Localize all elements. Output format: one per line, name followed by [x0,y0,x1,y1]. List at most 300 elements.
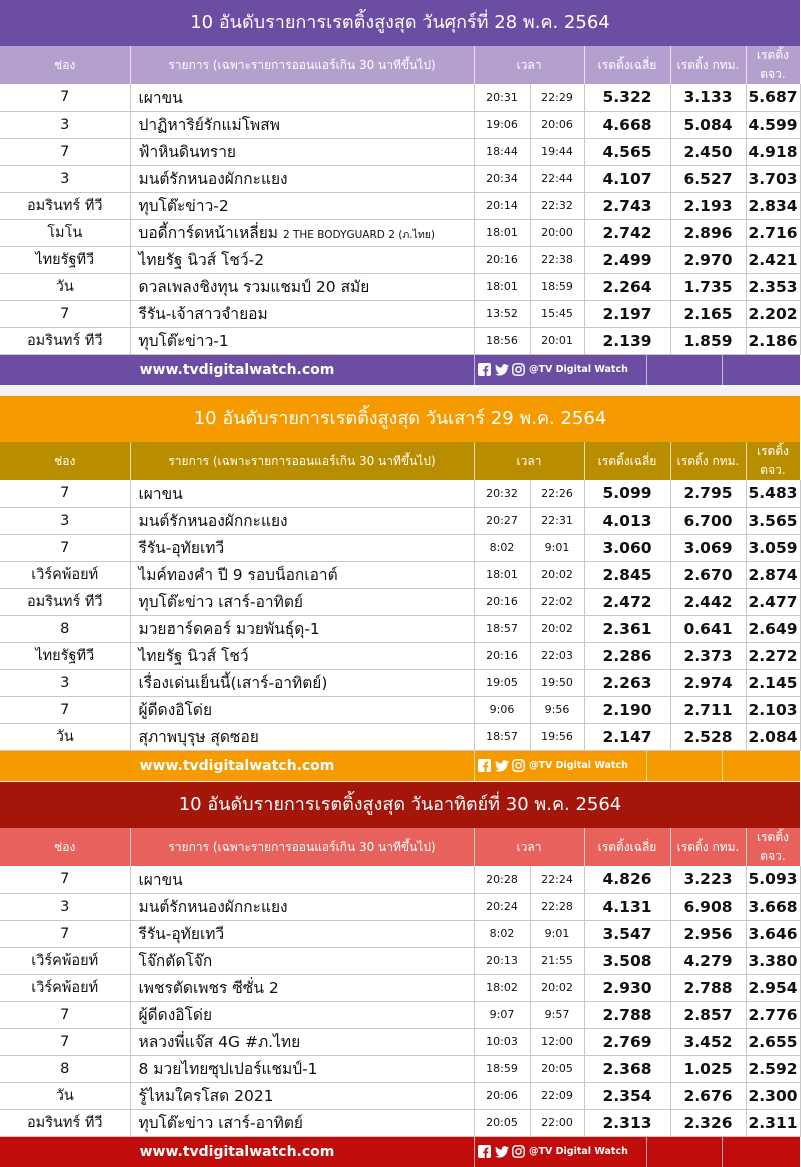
channel-cell: อมรินทร์ ทีวี [0,588,130,615]
bkk-rating-cell: 2.974 [670,669,746,696]
program-name: เรื่องเด่นเย็นนี้(เสาร์-อาทิตย์) [138,674,328,692]
program-name: เผาขน [138,870,183,889]
bkk-rating-cell: 2.442 [670,588,746,615]
start-time-cell: 10:03 [474,1028,530,1055]
table-row [0,920,800,947]
header-avg: เรตติ้งเฉลี่ย [584,46,670,84]
start-time-cell: 19:06 [474,111,530,138]
program-cell [130,507,474,534]
avg-rating-cell: 2.354 [584,1082,670,1109]
program-name: บอดี้การ์ดหน้าเหลี่ยม [138,224,279,242]
upc-rating-cell: 4.599 [746,111,800,138]
program-name: มนต์รักหนองผักกะแยง [138,898,288,916]
start-time-cell: 9:06 [474,696,530,723]
channel-cell: 7 [0,866,130,893]
header-program-note: (เฉพาะรายการออนแอร์เกิน 30 นาทีขึ้นไป) [212,839,436,854]
start-time-cell: 20:14 [474,192,530,219]
block-title: 10 อันดับรายการเรตติ้งสูงสุด วันเสาร์ 29 พ.ค. 2564 [0,396,800,442]
table-row [0,84,800,111]
start-time-cell: 20:16 [474,642,530,669]
avg-rating-cell: 2.788 [584,1001,670,1028]
start-time-cell: 18:56 [474,327,530,354]
program-name: รู้ไหมใครโสด 2021 [138,1087,274,1105]
end-time-cell: 22:00 [530,1109,584,1136]
program-name: เผาขน [138,484,183,503]
program-cell [130,866,474,893]
upc-rating-cell: 2.421 [746,246,800,273]
program-name: ไทยรัฐ นิวส์ โชว์-2 [138,251,265,269]
header-program-note: (เฉพาะรายการออนแอร์เกิน 30 นาทีขึ้นไป) [212,453,436,468]
block-footer [0,1137,800,1167]
program-cell [130,111,474,138]
table-row [0,1109,800,1136]
upc-rating-cell: 2.834 [746,192,800,219]
avg-rating-cell: 2.147 [584,723,670,750]
end-time-cell: 9:56 [530,696,584,723]
channel-cell: วัน [0,273,130,300]
avg-rating-cell: 2.197 [584,300,670,327]
upc-rating-cell: 3.380 [746,947,800,974]
header-time: เวลา [474,442,584,480]
bkk-rating-cell: 2.326 [670,1109,746,1136]
upc-rating-cell: 2.649 [746,615,800,642]
program-name: ไทยรัฐ นิวส์ โชว์ [138,647,249,665]
start-time-cell: 20:06 [474,1082,530,1109]
upc-rating-cell: 5.687 [746,84,800,111]
table-row [0,1028,800,1055]
avg-rating-cell: 2.845 [584,561,670,588]
bkk-rating-cell: 2.788 [670,974,746,1001]
program-cell [130,246,474,273]
social-links [478,1137,628,1167]
program-name: หลวงพี่แจ๊ส 4G #ภ.ไทย [138,1033,301,1051]
table-row [0,893,800,920]
website-link[interactable]: www.tvdigitalwatch.com [139,1143,335,1160]
avg-rating-cell: 2.499 [584,246,670,273]
channel-cell: 3 [0,111,130,138]
avg-rating-cell: 2.139 [584,327,670,354]
table-row [0,219,800,246]
start-time-cell: 13:52 [474,300,530,327]
header-upc: เรตติ้ง ตจว. [746,828,800,866]
end-time-cell: 20:02 [530,561,584,588]
program-cell [130,1082,474,1109]
bkk-rating-cell: 2.711 [670,696,746,723]
header-program-label: รายการ [168,839,210,854]
start-time-cell: 18:57 [474,723,530,750]
end-time-cell: 22:26 [530,480,584,507]
program-cell [130,642,474,669]
header-program-label: รายการ [168,57,210,72]
bkk-rating-cell: 2.193 [670,192,746,219]
bkk-rating-cell: 6.700 [670,507,746,534]
upc-rating-cell: 5.483 [746,480,800,507]
bkk-rating-cell: 4.279 [670,947,746,974]
website-link[interactable]: www.tvdigitalwatch.com [139,757,335,774]
table-row [0,1001,800,1028]
channel-cell: 7 [0,920,130,947]
program-name: ทุบโต๊ะข่าว เสาร์-อาทิตย์ [138,1114,303,1132]
block-footer [0,751,800,781]
header-program [130,442,474,480]
program-cell [130,138,474,165]
table-row [0,165,800,192]
channel-cell: 7 [0,696,130,723]
channel-cell: ไทยรัฐทีวี [0,246,130,273]
upc-rating-cell: 2.655 [746,1028,800,1055]
channel-cell: 3 [0,507,130,534]
channel-cell: 8 [0,1055,130,1082]
program-name: เพชรตัดเพชร ซีซั่น 2 [138,979,279,997]
program-name: เผาขน [138,88,183,107]
header-program-label: รายการ [168,453,210,468]
bkk-rating-cell: 2.970 [670,246,746,273]
program-cell [130,1109,474,1136]
channel-cell: เวิร์คพ้อยท์ [0,974,130,1001]
avg-rating-cell: 4.826 [584,866,670,893]
avg-rating-cell: 3.060 [584,534,670,561]
start-time-cell: 20:13 [474,947,530,974]
table-row [0,696,800,723]
end-time-cell: 22:29 [530,84,584,111]
upc-rating-cell: 2.145 [746,669,800,696]
header-program-note: (เฉพาะรายการออนแอร์เกิน 30 นาทีขึ้นไป) [212,57,436,72]
table-row [0,588,800,615]
end-time-cell: 22:44 [530,165,584,192]
bkk-rating-cell: 1.025 [670,1055,746,1082]
program-cell [130,1055,474,1082]
footer-divider [646,751,647,781]
end-time-cell: 15:45 [530,300,584,327]
program-name: รีรัน-อุทัยเทวี [138,539,225,557]
table-row [0,1055,800,1082]
start-time-cell: 18:01 [474,561,530,588]
footer-divider [722,751,723,781]
header-row [0,442,800,480]
end-time-cell: 22:02 [530,588,584,615]
channel-cell: 7 [0,1028,130,1055]
channel-cell: อมรินทร์ ทีวี [0,327,130,354]
upc-rating-cell: 4.918 [746,138,800,165]
bkk-rating-cell: 6.527 [670,165,746,192]
twitter-icon[interactable] [495,1145,508,1158]
avg-rating-cell: 2.361 [584,615,670,642]
program-name: มวยฮาร์ดคอร์ มวยพันธุ์ดุ-1 [138,620,320,638]
program-cell [130,696,474,723]
block-footer [0,355,800,385]
block-title: 10 อันดับรายการเรตติ้งสูงสุด วันศุกร์ที่ 28 พ.ค. 2564 [0,0,800,46]
upc-rating-cell: 2.300 [746,1082,800,1109]
channel-cell: อมรินทร์ ทีวี [0,192,130,219]
instagram-icon[interactable] [512,1145,525,1158]
bkk-rating-cell: 2.956 [670,920,746,947]
program-cell [130,561,474,588]
channel-cell: อมรินทร์ ทีวี [0,1109,130,1136]
channel-cell: โมโน [0,219,130,246]
header-time: เวลา [474,828,584,866]
avg-rating-cell: 2.263 [584,669,670,696]
avg-rating-cell: 4.565 [584,138,670,165]
header-channel: ช่อง [0,46,130,84]
avg-rating-cell: 2.769 [584,1028,670,1055]
social-links [478,751,628,781]
program-cell [130,192,474,219]
table-row [0,866,800,893]
start-time-cell: 20:32 [474,480,530,507]
table-row [0,615,800,642]
footer-divider [722,355,723,385]
bkk-rating-cell: 3.133 [670,84,746,111]
program-cell [130,273,474,300]
program-name: ผู้ดีดงอิโด่ย [138,1006,213,1024]
twitter-icon[interactable] [495,363,508,376]
avg-rating-cell: 4.107 [584,165,670,192]
end-time-cell: 18:59 [530,273,584,300]
channel-cell: ไทยรัฐทีวี [0,642,130,669]
header-upc: เรตติ้ง ตจว. [746,442,800,480]
program-cell [130,615,474,642]
program-name: ไมค์ทองคำ ปี 9 รอบน็อกเอาต์ [138,566,338,584]
ranking-block-3 [0,782,800,1167]
start-time-cell: 18:59 [474,1055,530,1082]
footer-divider [474,355,475,385]
header-channel: ช่อง [0,442,130,480]
program-cell [130,947,474,974]
ratings-table [0,828,801,1137]
bkk-rating-cell: 3.223 [670,866,746,893]
social-links [478,355,628,385]
ranking-block-2 [0,396,800,781]
start-time-cell: 20:05 [474,1109,530,1136]
ratings-table [0,442,801,751]
channel-cell: 7 [0,84,130,111]
end-time-cell: 20:02 [530,974,584,1001]
start-time-cell: 8:02 [474,920,530,947]
program-cell [130,534,474,561]
end-time-cell: 21:55 [530,947,584,974]
facebook-icon[interactable] [478,363,491,376]
program-cell [130,219,474,246]
header-bkk: เรตติ้ง กทม. [670,442,746,480]
program-cell [130,893,474,920]
avg-rating-cell: 2.286 [584,642,670,669]
upc-rating-cell: 5.093 [746,866,800,893]
social-handle[interactable]: @TV Digital Watch [529,1145,628,1157]
bkk-rating-cell: 3.452 [670,1028,746,1055]
avg-rating-cell: 2.930 [584,974,670,1001]
bkk-rating-cell: 2.896 [670,219,746,246]
program-name: สุภาพบุรุษ สุดซอย [138,728,259,746]
program-cell [130,84,474,111]
end-time-cell: 12:00 [530,1028,584,1055]
avg-rating-cell: 2.368 [584,1055,670,1082]
avg-rating-cell: 4.668 [584,111,670,138]
avg-rating-cell: 2.743 [584,192,670,219]
end-time-cell: 22:09 [530,1082,584,1109]
program-name: รีรัน-อุทัยเทวี [138,925,225,943]
channel-cell: 7 [0,480,130,507]
program-cell [130,588,474,615]
header-bkk: เรตติ้ง กทม. [670,46,746,84]
end-time-cell: 22:38 [530,246,584,273]
end-time-cell: 20:05 [530,1055,584,1082]
start-time-cell: 18:02 [474,974,530,1001]
end-time-cell: 22:31 [530,507,584,534]
avg-rating-cell: 5.322 [584,84,670,111]
upc-rating-cell: 2.186 [746,327,800,354]
instagram-icon[interactable] [512,363,525,376]
start-time-cell: 9:07 [474,1001,530,1028]
program-name: ฟ้าหินดินทราย [138,143,236,161]
start-time-cell: 18:01 [474,219,530,246]
upc-rating-cell: 2.716 [746,219,800,246]
footer-divider [646,1137,647,1167]
upc-rating-cell: 3.059 [746,534,800,561]
start-time-cell: 20:28 [474,866,530,893]
header-avg: เรตติ้งเฉลี่ย [584,442,670,480]
start-time-cell: 20:31 [474,84,530,111]
twitter-icon[interactable] [495,759,508,772]
bkk-rating-cell: 3.069 [670,534,746,561]
facebook-icon[interactable] [478,759,491,772]
avg-rating-cell: 2.742 [584,219,670,246]
instagram-icon[interactable] [512,759,525,772]
avg-rating-cell: 2.472 [584,588,670,615]
header-time: เวลา [474,46,584,84]
table-row [0,273,800,300]
start-time-cell: 20:27 [474,507,530,534]
channel-cell: วัน [0,723,130,750]
table-row [0,192,800,219]
table-row [0,138,800,165]
channel-cell: 8 [0,615,130,642]
program-name: ผู้ดีดงอิโด่ย [138,701,213,719]
bkk-rating-cell: 1.735 [670,273,746,300]
channel-cell: วัน [0,1082,130,1109]
channel-cell: เวิร์คพ้อยท์ [0,947,130,974]
end-time-cell: 22:32 [530,192,584,219]
website-link[interactable]: www.tvdigitalwatch.com [139,361,335,378]
program-cell [130,974,474,1001]
upc-rating-cell: 3.646 [746,920,800,947]
program-name: ปาฏิหาริย์รักแม่โพสพ [138,116,280,134]
footer-divider [646,355,647,385]
header-row [0,828,800,866]
program-cell [130,723,474,750]
upc-rating-cell: 2.311 [746,1109,800,1136]
upc-rating-cell: 3.703 [746,165,800,192]
table-row [0,507,800,534]
bkk-rating-cell: 2.676 [670,1082,746,1109]
program-cell [130,1001,474,1028]
upc-rating-cell: 2.353 [746,273,800,300]
start-time-cell: 20:24 [474,893,530,920]
start-time-cell: 20:16 [474,246,530,273]
avg-rating-cell: 5.099 [584,480,670,507]
channel-cell: 7 [0,300,130,327]
end-time-cell: 19:56 [530,723,584,750]
end-time-cell: 22:24 [530,866,584,893]
ratings-table [0,46,801,355]
table-row [0,947,800,974]
program-cell [130,480,474,507]
footer-divider [474,1137,475,1167]
channel-cell: 3 [0,165,130,192]
footer-divider [474,751,475,781]
header-program [130,46,474,84]
avg-rating-cell: 4.013 [584,507,670,534]
facebook-icon[interactable] [478,1145,491,1158]
channel-cell: 3 [0,893,130,920]
header-program [130,828,474,866]
program-name: รีรัน-เจ้าสาวจำยอม [138,305,268,323]
avg-rating-cell: 2.264 [584,273,670,300]
end-time-cell: 20:02 [530,615,584,642]
channel-cell: 7 [0,1001,130,1028]
end-time-cell: 22:03 [530,642,584,669]
table-row [0,561,800,588]
channel-cell: 7 [0,138,130,165]
upc-rating-cell: 2.592 [746,1055,800,1082]
table-row [0,534,800,561]
header-bkk: เรตติ้ง กทม. [670,828,746,866]
social-handle[interactable]: @TV Digital Watch [529,759,628,771]
end-time-cell: 22:28 [530,893,584,920]
program-name: 8 มวยไทยซุปเปอร์แชมป์-1 [138,1060,318,1078]
table-row [0,642,800,669]
social-handle[interactable]: @TV Digital Watch [529,363,628,375]
table-row [0,723,800,750]
program-cell [130,669,474,696]
avg-rating-cell: 2.190 [584,696,670,723]
bkk-rating-cell: 2.670 [670,561,746,588]
program-cell [130,300,474,327]
end-time-cell: 20:00 [530,219,584,246]
upc-rating-cell: 2.776 [746,1001,800,1028]
upc-rating-cell: 3.565 [746,507,800,534]
upc-rating-cell: 2.477 [746,588,800,615]
end-time-cell: 9:57 [530,1001,584,1028]
table-row [0,974,800,1001]
program-name: ทุบโต๊ะข่าว-1 [138,332,229,350]
table-row [0,1082,800,1109]
channel-cell: เวิร์คพ้อยท์ [0,561,130,588]
avg-rating-cell: 3.508 [584,947,670,974]
program-cell [130,1028,474,1055]
bkk-rating-cell: 2.373 [670,642,746,669]
program-name: โจ๊กตัดโจ๊ก [138,952,213,970]
end-time-cell: 20:01 [530,327,584,354]
end-time-cell: 20:06 [530,111,584,138]
start-time-cell: 19:05 [474,669,530,696]
bkk-rating-cell: 2.165 [670,300,746,327]
table-row [0,111,800,138]
start-time-cell: 18:44 [474,138,530,165]
bkk-rating-cell: 5.084 [670,111,746,138]
table-row [0,480,800,507]
end-time-cell: 9:01 [530,534,584,561]
header-avg: เรตติ้งเฉลี่ย [584,828,670,866]
program-subtitle: 2 THE BODYGUARD 2 (ภ.ไทย) [282,229,436,241]
bkk-rating-cell: 1.859 [670,327,746,354]
upc-rating-cell: 2.272 [746,642,800,669]
program-name: มนต์รักหนองผักกะแยง [138,512,288,530]
bkk-rating-cell: 2.528 [670,723,746,750]
table-row [0,327,800,354]
bkk-rating-cell: 2.857 [670,1001,746,1028]
header-channel: ช่อง [0,828,130,866]
table-row [0,300,800,327]
